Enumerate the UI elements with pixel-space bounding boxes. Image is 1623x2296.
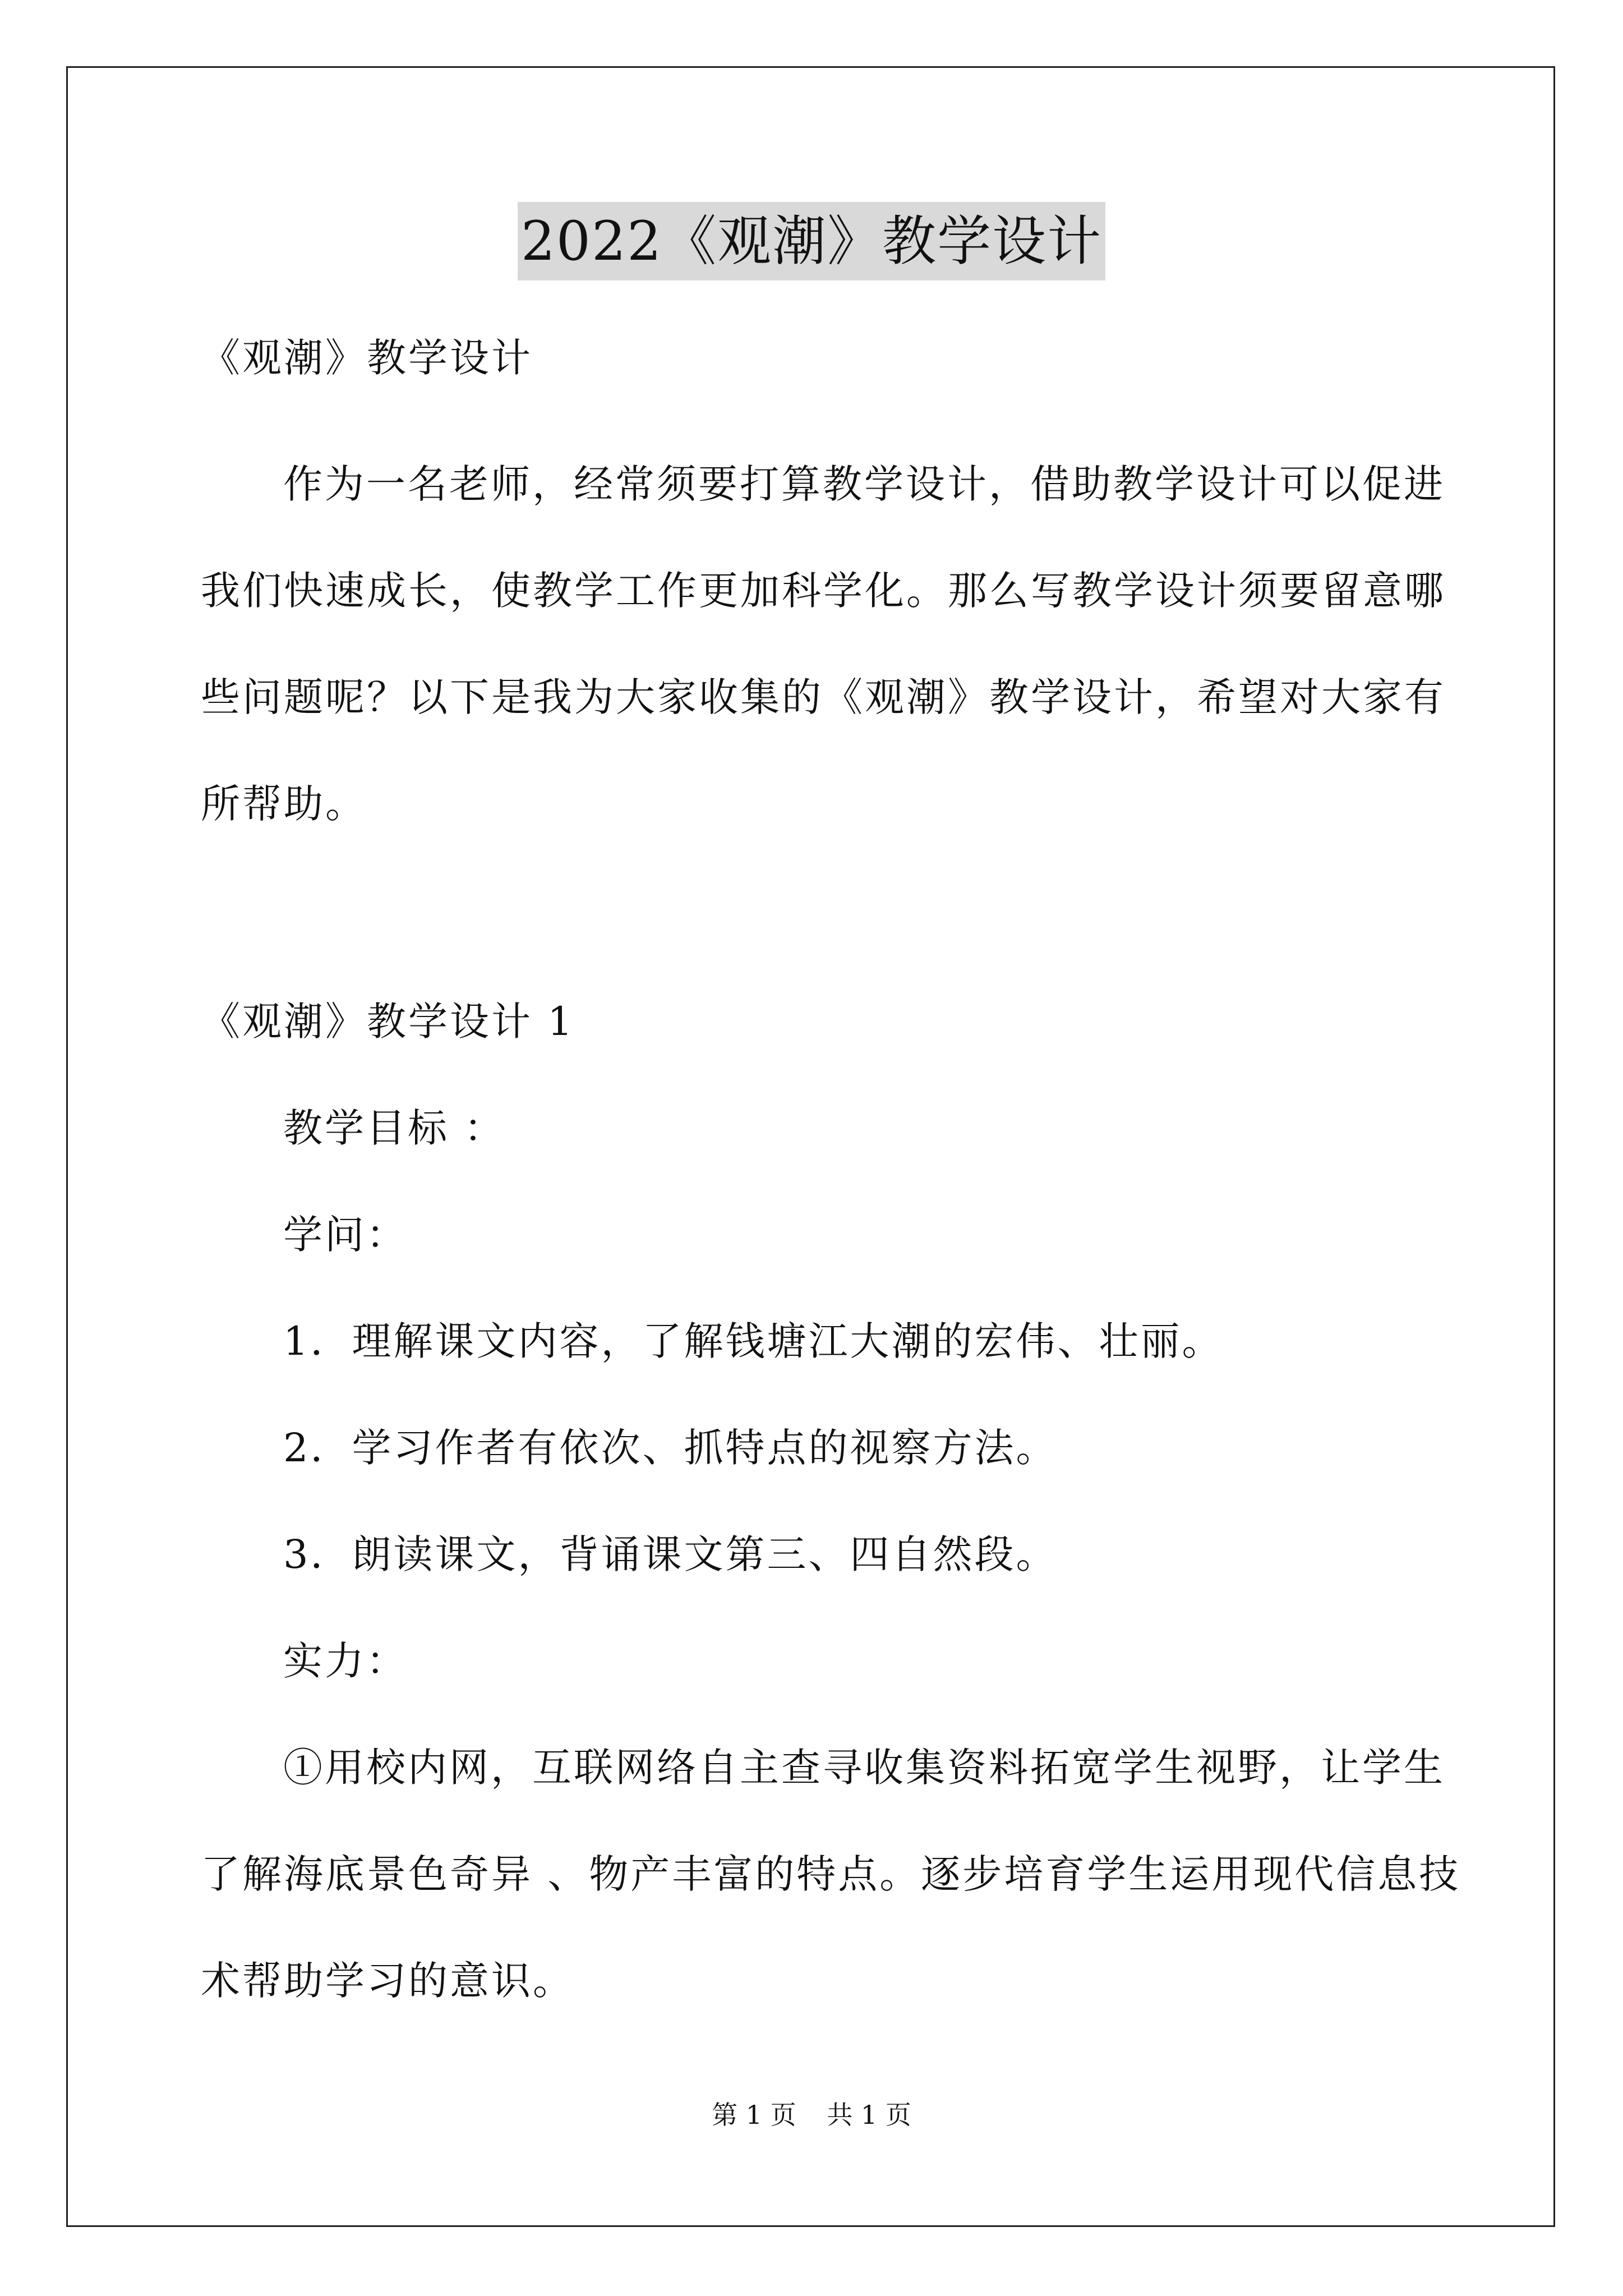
goal-item-1: 1．理解课文内容，了解钱塘江大潮的宏伟、壮丽。 — [283, 1318, 1224, 1364]
teaching-goals-label: 教学目标 ： — [283, 1105, 506, 1151]
ability-line-3: 术帮助学习的意识。 — [201, 1958, 574, 2004]
intro-line-2: 我们快速成长，使教学工作更加科学化。那么写教学设计须要留意哪 — [201, 568, 1446, 614]
page-total: 共 1 页 — [827, 2100, 911, 2130]
intro-line-3: 些问题呢？以下是我为大家收集的《观潮》教学设计，希望对大家有 — [201, 674, 1446, 720]
title-container — [0, 202, 1623, 280]
goal-item-3: 3．朗读课文，背诵课文第三、四自然段。 — [283, 1531, 1058, 1577]
intro-line-4: 所帮助。 — [201, 781, 367, 827]
section-heading: 《观潮》教学设计 — [201, 335, 533, 381]
knowledge-label: 学问： — [283, 1212, 408, 1258]
page-footer — [0, 2098, 1623, 2132]
subsection-heading: 《观潮》教学设计 1 — [201, 999, 575, 1045]
ability-label: 实力： — [283, 1638, 408, 1684]
ability-line-1: ①用校内网，互联网络自主查寻收集资料拓宽学生视野，让学生 — [283, 1745, 1445, 1791]
ability-line-2: 了解海底景色奇异 、物产丰富的特点。逐步培育学生运用现代信息技 — [201, 1851, 1461, 1897]
intro-line-1: 作为一名老师，经常须要打算教学设计，借助教学设计可以促进 — [283, 461, 1445, 507]
page-current: 第 1 页 — [712, 2100, 796, 2130]
goal-item-2: 2．学习作者有依次、抓特点的视察方法。 — [283, 1425, 1058, 1471]
document-title: 2022《观潮》教学设计 — [518, 202, 1105, 280]
